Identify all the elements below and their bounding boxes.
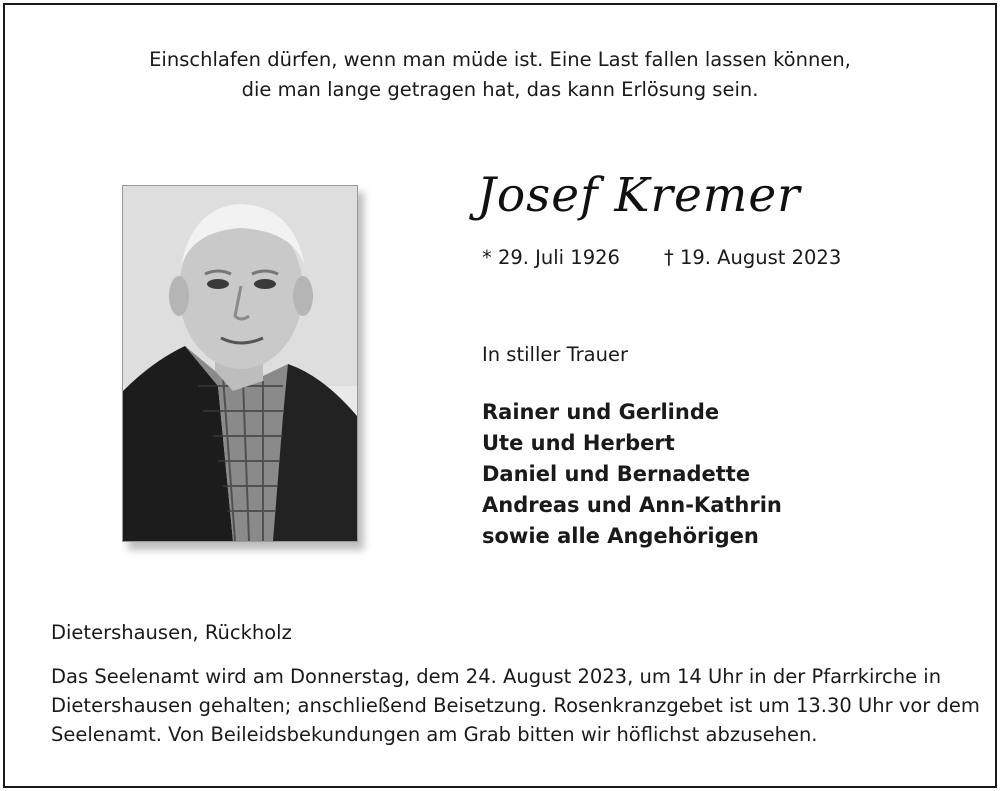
death-date: † 19. August 2023 — [664, 246, 842, 269]
deceased-name: Josef Kremer — [477, 168, 801, 223]
quote-line-2: die man lange getragen hat, das kann Erlösung sein. — [241, 78, 759, 101]
portrait-photo — [122, 185, 358, 542]
notice-line-2: Dietershausen gehalten; anschließend Beisetzung. Rosenkranzgebet ist um 13.30 Uhr vor dem — [51, 694, 980, 717]
family-member: Rainer und Gerlinde — [482, 400, 720, 424]
mourning-intro: In stiller Trauer — [482, 343, 628, 366]
family-member: Daniel und Bernadette — [482, 462, 751, 486]
funeral-notice — [51, 662, 980, 749]
notice-line-3: Seelenamt. Von Beileidsbekundungen am Grab bitten wir höflichst abzusehen. — [51, 723, 818, 746]
family-member: Andreas und Ann-Kathrin — [482, 493, 782, 517]
family-member: sowie alle Angehörigen — [482, 524, 759, 548]
place-line: Dietershausen, Rückholz — [51, 621, 292, 644]
family-list — [482, 397, 782, 552]
birth-date: * 29. Juli 1926 — [482, 246, 620, 269]
family-member: Ute und Herbert — [482, 431, 675, 455]
notice-line-1: Das Seelenamt wird am Donnerstag, dem 24. August 2023, um 14 Uhr in der Pfarrkirche in — [51, 665, 942, 688]
quote-line-1: Einschlafen dürfen, wenn man müde ist. Eine Last fallen lassen können, — [149, 48, 851, 71]
memorial-quote — [0, 45, 1000, 105]
